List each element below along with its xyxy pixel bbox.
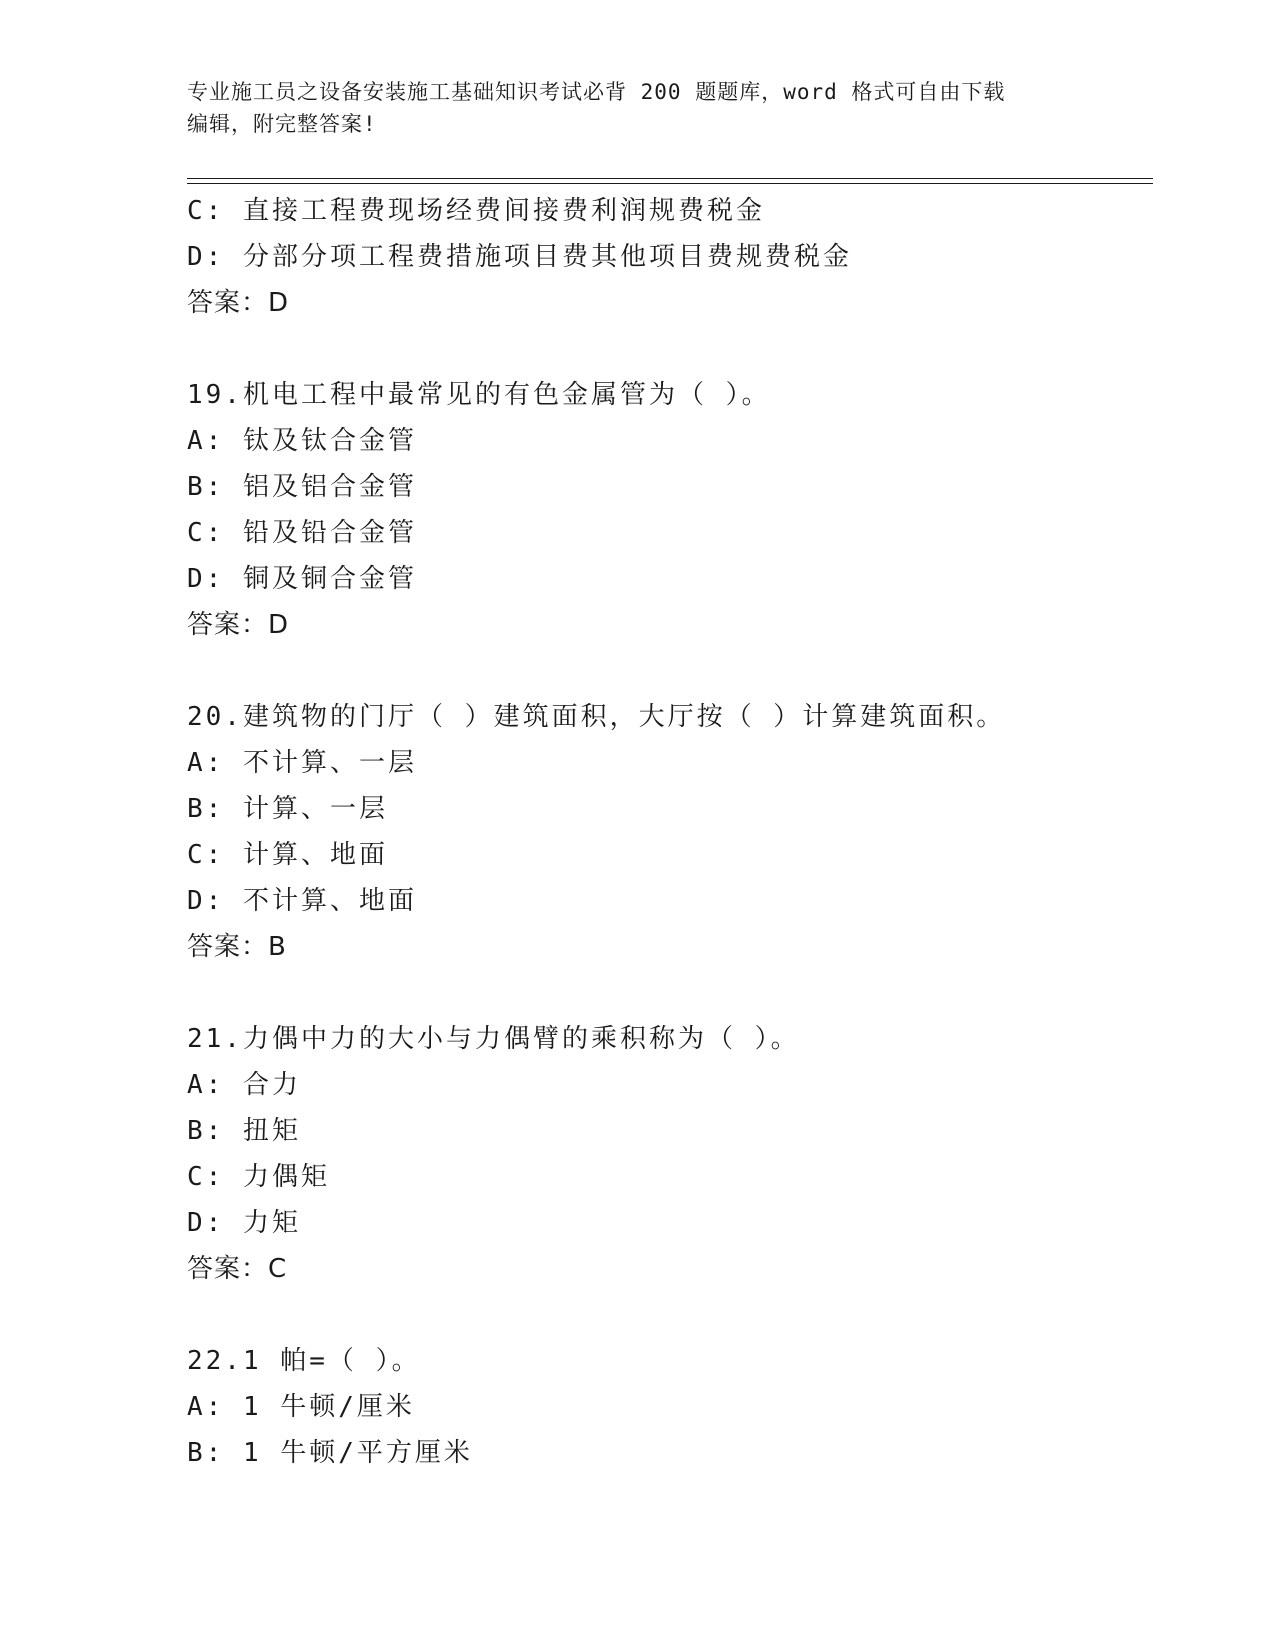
question-21 [187,1016,1153,1292]
option-d: D: 铜及铜合金管 [187,564,417,594]
spacer [187,1292,1153,1338]
answer-line: 答案：B [187,932,287,962]
header-title-line-2: 编辑，附完整答案! [187,112,377,136]
answer-line: 答案：C [187,1254,288,1284]
question-stem: 22.1 帕=（ ）。 [187,1346,421,1376]
option-a: A: 合力 [187,1070,301,1100]
question-stem: 19.机电工程中最常见的有色金属管为（ ）。 [187,380,771,410]
option-c: C: 直接工程费现场经费间接费利润规费税金 [187,196,765,226]
option-b: B: 铝及铝合金管 [187,472,417,502]
option-d: D: 不计算、地面 [187,886,417,916]
question-stem: 21.力偶中力的大小与力偶臂的乘积称为（ ）。 [187,1024,800,1054]
answer-line: 答案：D [187,288,290,318]
document-header [187,76,1087,140]
option-b: B: 1 牛顿/平方厘米 [187,1438,473,1468]
question-stem: 20.建筑物的门厅（ ）建筑面积，大厅按（ ）计算建筑面积。 [187,702,1006,732]
question-list [187,188,1153,1476]
header-divider-bottom [187,183,1153,184]
option-a: A: 钛及钛合金管 [187,426,417,456]
option-a: A: 1 牛顿/厘米 [187,1392,415,1422]
option-a: A: 不计算、一层 [187,748,417,778]
header-title-line-1: 专业施工员之设备安装施工基础知识考试必背 200 题题库，word 格式可自由下载 [187,80,1006,104]
spacer [187,648,1153,694]
option-c: C: 计算、地面 [187,840,388,870]
option-d: D: 力矩 [187,1208,301,1238]
question-22 [187,1338,1153,1476]
header-divider-top [187,178,1153,179]
question-18-partial [187,188,1153,326]
spacer [187,326,1153,372]
question-19 [187,372,1153,648]
option-c: C: 力偶矩 [187,1162,330,1192]
option-d: D: 分部分项工程费措施项目费其他项目费规费税金 [187,242,852,272]
question-20 [187,694,1153,970]
option-b: B: 扭矩 [187,1116,301,1146]
option-c: C: 铅及铅合金管 [187,518,417,548]
spacer [187,970,1153,1016]
answer-line: 答案：D [187,610,290,640]
option-b: B: 计算、一层 [187,794,388,824]
